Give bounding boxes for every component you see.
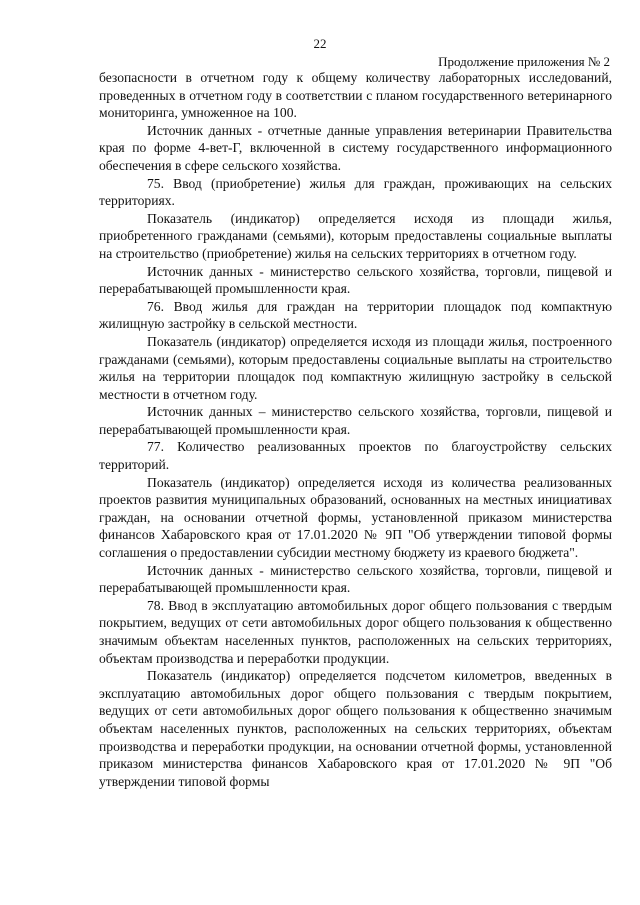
- document-body: [99, 69, 612, 790]
- paragraph: Показатель (индикатор) определяется исходя из площади жилья, построенного гражданами (семьями), которым предоставлены социальные выплаты на строительство жилья на территории площадок под компактную жилищную застройку в сельской местности в отчетном году.: [99, 333, 612, 402]
- paragraph: Источник данных – министерство сельского хозяйства, торговли, пищевой и перерабатывающей промышленности края.: [99, 404, 612, 437]
- paragraph: Показатель (индикатор) определяется подсчетом километров, введенных в эксплуатацию автомобильных дорог общего пользования с твердым покрытием, ведущих от сети автомобильных дорог общего пользования к общественно значимым объектам населенных пунктов, расположенных на сельских территориях, объектам производства и переработки продукции, на основании отчетной формы, установленной приказом министерства финансов Хабаровского края от 17.01.2020 № 9П "Об утверждении типовой формы: [99, 668, 612, 789]
- paragraph: Показатель (индикатор) определяется исходя из площади жилья, приобретенного гражданами (семьями), которым предоставлены социальные выплаты на строительство (приобретение) жилья на сельских территориях в отчетном году.: [99, 210, 612, 261]
- section-heading-77: 77. Количество реализованных проектов по благоустройству сельских территорий.: [99, 439, 612, 473]
- paragraph: Источник данных - министерство сельского хозяйства, торговли, пищевой и перерабатывающей промышленности края.: [99, 562, 612, 596]
- section-heading-78: 78. Ввод в эксплуатацию автомобильных дорог общего пользования с твердым покрытием, ведущих от сети автомобильных дорог общего пользования к общественно значимым объектам населенных пунктов, расположенных на сельских территориях, объектам производства и переработки продукции.: [99, 597, 612, 666]
- paragraph: Источник данных - министерство сельского хозяйства, торговли, пищевой и перерабатывающей промышленности края.: [99, 263, 612, 297]
- paragraph: безопасности в отчетном году к общему количеству лабораторных исследований, проведенных в отчетном году в соответствии с планом государственного ветеринарного мониторинга, умноженное на 100.: [99, 70, 612, 121]
- paragraph: Источник данных - отчетные данные управления ветеринарии Правительства края по форме 4-вет-Г, включенной в систему государственного информационного обеспечения в сфере сельского хозяйства.: [99, 122, 612, 173]
- appendix-continuation-note: Продолжение приложения № 2: [438, 54, 610, 69]
- page-number: 22: [313, 36, 327, 51]
- section-heading-76: 76. Ввод жилья для граждан на территории площадок под компактную жилищную застройку в сельской местности.: [99, 298, 612, 332]
- section-heading-75: 75. Ввод (приобретение) жилья для граждан, проживающих на сельских территориях.: [99, 175, 612, 209]
- paragraph: Показатель (индикатор) определяется исходя из количества реализованных проектов развития муниципальных образований, основанных на местных инициативах граждан, на основании отчетной формы, установленной приказом министерства финансов Хабаровского края от 17.01.2020 № 9П "Об утверждении типовой формы соглашения о предоставлении субсидии местному бюджету из краевого бюджета".: [99, 474, 612, 561]
